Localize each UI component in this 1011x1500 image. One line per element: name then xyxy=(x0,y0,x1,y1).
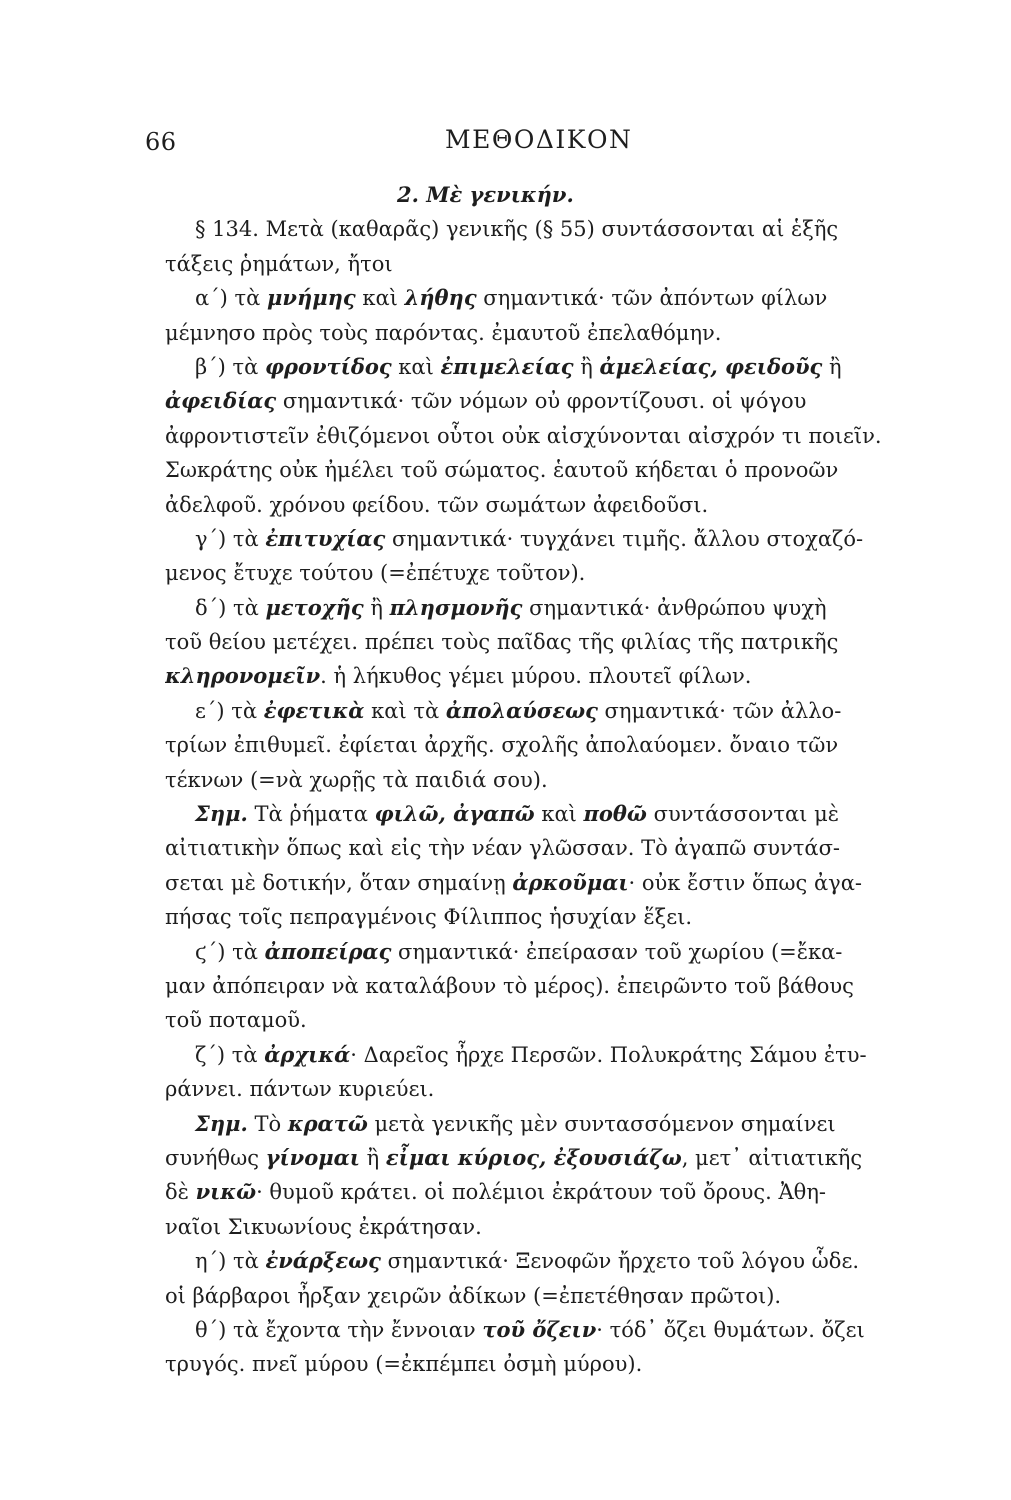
text-line xyxy=(165,384,905,418)
text-line xyxy=(165,831,905,865)
text-line xyxy=(165,212,905,246)
text-span: Σωκράτης οὐκ ἠμέλει τοῦ σώματος. ἑαυτοῦ κήδεται ὁ προνοῶν xyxy=(165,458,839,483)
text-line xyxy=(165,797,905,831)
emphasized-term: ἀρκοῦμαι xyxy=(512,869,629,895)
emphasized-term: Σημ. xyxy=(195,1110,248,1136)
text-span: ζ΄) τὰ xyxy=(195,1042,265,1067)
text-span: μενος ἔτυχε τούτου (=ἐπέτυχε τοῦτον). xyxy=(165,561,586,586)
text-span: 2. Μὲ γενικήν. xyxy=(397,182,574,207)
text-line xyxy=(165,866,905,900)
text-span: ε΄) τὰ xyxy=(195,698,264,723)
text-line xyxy=(165,453,905,487)
text-span: μετὰ γενικῆς μὲν συντασσόμενον σημαίνει xyxy=(367,1111,836,1136)
text-span: μέμνησο πρὸς τοὺς παρόντας. ἐμαυτοῦ ἐπελαθόμην. xyxy=(165,320,722,345)
text-span: τοῦ ποταμοῦ. xyxy=(165,1008,307,1033)
text-line xyxy=(165,1175,905,1209)
text-span: αἰτιατικὴν ὅπως καὶ εἰς τὴν νέαν γλῶσσαν. Τὸ ἀγαπῶ συντάσ- xyxy=(165,836,841,861)
emphasized-term: ἐπιτυχίας xyxy=(265,525,386,551)
text-span: Τὰ ῥήματα xyxy=(247,802,375,827)
text-line xyxy=(165,694,905,728)
emphasized-term: ἐπιμελείας xyxy=(440,353,574,379)
text-span: σημαντικά· τῶν ἀλλο- xyxy=(597,698,842,723)
body-text xyxy=(165,178,905,1382)
emphasized-term: ἀρχικά xyxy=(264,1041,351,1067)
emphasized-term: λήθης xyxy=(404,285,477,311)
text-span: τοῦ θείου μετέχει. πρέπει τοὺς παῖδας τῆς φιλίας τῆς πατρικῆς xyxy=(165,630,839,655)
text-span: σημαντικά· τῶν ἀπόντων φίλων xyxy=(476,286,828,311)
emphasized-term: μετοχῆς xyxy=(265,594,364,620)
text-span: συντάσσονται μὲ xyxy=(646,802,839,827)
text-line xyxy=(165,281,905,315)
text-line xyxy=(165,419,905,453)
emphasized-term: φροντίδος xyxy=(264,353,392,379)
text-line xyxy=(165,556,905,590)
text-span: . ἡ λήκυθος γέμει μύρου. πλουτεῖ φίλων. xyxy=(320,664,752,689)
text-line xyxy=(165,1347,905,1381)
text-span: η΄) τὰ xyxy=(195,1249,266,1274)
text-span: ἢ xyxy=(822,354,842,379)
emphasized-term: κληρονομεῖν xyxy=(165,663,321,689)
emphasized-term: ἀποπείρας xyxy=(264,938,392,964)
emphasized-term: γίνομαι xyxy=(265,1144,360,1170)
emphasized-term: νικῶ xyxy=(195,1179,257,1205)
text-span: σεται μὲ δοτικήν, ὅταν σημαίνῃ xyxy=(165,870,513,895)
text-line xyxy=(165,625,905,659)
text-span: τάξεις ῥημάτων, ἤτοι xyxy=(165,251,393,276)
text-line xyxy=(165,900,905,934)
text-span: ϛ΄) τὰ xyxy=(195,939,265,964)
text-span: συνήθως xyxy=(165,1145,266,1170)
text-span: · οὐκ ἔστιν ὅπως ἀγα- xyxy=(628,870,862,895)
text-line xyxy=(165,1244,905,1278)
text-line xyxy=(165,247,905,281)
text-line xyxy=(165,1313,905,1347)
text-line xyxy=(165,969,905,1003)
text-line xyxy=(165,1107,905,1141)
emphasized-term: ἐνάρξεως xyxy=(265,1248,381,1274)
text-span: § 134. Μετὰ (καθαρᾶς) γενικῆς (§ 55) συντάσσονται αἱ ἑξῆς xyxy=(195,217,839,242)
text-line xyxy=(165,728,905,762)
emphasized-term: μνήμης xyxy=(267,285,356,311)
text-span: θ΄) τὰ ἔχοντα τὴν ἔννοιαν xyxy=(195,1317,483,1342)
section-heading xyxy=(165,178,905,212)
text-span: ναῖοι Σικυωνίους ἐκράτησαν. xyxy=(165,1214,482,1239)
text-line xyxy=(165,1072,905,1106)
emphasized-term: κρατῶ xyxy=(287,1110,368,1136)
text-line xyxy=(165,935,905,969)
text-span: · θυμοῦ κράτει. οἱ πολέμιοι ἐκράτουν τοῦ ὄρους. Ἀθη- xyxy=(256,1180,826,1205)
text-span: ἢ xyxy=(359,1145,386,1170)
text-span: α΄) τὰ xyxy=(195,286,268,311)
text-span: οἱ βάρβαροι ἦρξαν χειρῶν ἀδίκων (=ἐπετέθησαν πρῶτοι). xyxy=(165,1283,782,1308)
text-span: καὶ xyxy=(355,286,405,311)
emphasized-term: ἀμελείας, φειδοῦς xyxy=(599,353,823,379)
page-number: 66 xyxy=(145,128,177,156)
emphasized-term: ἀπολαύσεως xyxy=(445,697,598,723)
text-line xyxy=(165,488,905,522)
text-span: ἢ xyxy=(363,595,390,620)
text-line xyxy=(165,659,905,693)
text-line xyxy=(165,763,905,797)
text-span: σημαντικά· τῶν νόμων οὐ φροντίζουσι. οἱ ψόγου xyxy=(276,389,807,414)
emphasized-term: ἀφειδίας xyxy=(165,388,277,414)
text-span: · Δαρεῖος ἦρχε Περσῶν. Πολυκράτης Σάμου ἐτυ- xyxy=(350,1042,867,1067)
emphasized-term: ἐφετικὰ xyxy=(263,697,365,723)
text-span: πήσας τοῖς πεπραγμένοις Φίλιππος ἡσυχίαν ἕξει. xyxy=(165,905,692,930)
text-line xyxy=(165,1210,905,1244)
text-span: Τὸ xyxy=(247,1111,288,1136)
text-span: δ΄) τὰ xyxy=(195,595,266,620)
text-span: σημαντικά· ἀνθρώπου ψυχὴ xyxy=(522,595,827,620)
text-span: , μετ᾽ αἰτιατικῆς xyxy=(681,1145,863,1170)
text-span: · τόδ᾽ ὄζει θυμάτων. ὄζει xyxy=(596,1317,865,1342)
emphasized-term: Σημ. xyxy=(195,801,248,827)
text-span: καὶ τὰ xyxy=(364,698,446,723)
text-line xyxy=(165,1038,905,1072)
emphasized-term: εἶμαι κύριος, ἐξουσιάζω xyxy=(385,1144,682,1170)
text-line xyxy=(165,1141,905,1175)
text-span: μαν ἀπόπειραν νὰ καταλάβουν τὸ μέρος). ἐπειρῶντο τοῦ βάθους xyxy=(165,973,854,998)
text-span: σημαντικά· ἐπείρασαν τοῦ χωρίου (=ἔκα- xyxy=(391,939,843,964)
emphasized-term: ποθῶ xyxy=(583,801,647,827)
emphasized-term: φιλῶ, ἀγαπῶ xyxy=(374,801,535,827)
text-line xyxy=(165,350,905,384)
text-line xyxy=(165,1279,905,1313)
text-span: β΄) τὰ xyxy=(195,354,265,379)
text-span: ράννει. πάντων κυριεύει. xyxy=(165,1077,435,1102)
emphasized-term: πλησμονῆς xyxy=(389,594,523,620)
text-span: ἢ xyxy=(573,354,600,379)
text-span: τέκνων (=νὰ χωρῇς τὰ παιδιά σου). xyxy=(165,767,548,792)
text-span: δὲ xyxy=(165,1180,196,1205)
text-span: τρυγός. πνεῖ μύρου (=ἐκπέμπει ὀσμὴ μύρου). xyxy=(165,1352,643,1377)
running-head: ΜΕΘΟΔΙΚΟΝ xyxy=(445,125,633,154)
text-span: καὶ xyxy=(534,802,584,827)
text-line xyxy=(165,591,905,625)
text-line xyxy=(165,1003,905,1037)
text-span: σημαντικά· τυγχάνει τιμῆς. ἄλλου στοχαζό- xyxy=(385,526,864,551)
text-span: σημαντικά· Ξενοφῶν ἤρχετο τοῦ λόγου ὧδε. xyxy=(380,1249,859,1274)
text-span: τρίων ἐπιθυμεῖ. ἐφίεται ἀρχῆς. σχολῆς ἀπολαύομεν. ὄναιο τῶν xyxy=(165,733,839,758)
text-line xyxy=(165,522,905,556)
text-span: ἀφροντιστεῖν ἐθιζόμενοι οὗτοι οὐκ αἰσχύνονται αἰσχρόν τι ποιεῖν. xyxy=(165,423,882,448)
text-span: ἀδελφοῦ. χρόνου φείδου. τῶν σωμάτων ἀφειδοῦσι. xyxy=(165,492,709,517)
text-span: γ΄) τὰ xyxy=(195,526,266,551)
text-span: καὶ xyxy=(391,354,441,379)
emphasized-term: τοῦ ὄζειν xyxy=(482,1316,597,1342)
text-line xyxy=(165,316,905,350)
